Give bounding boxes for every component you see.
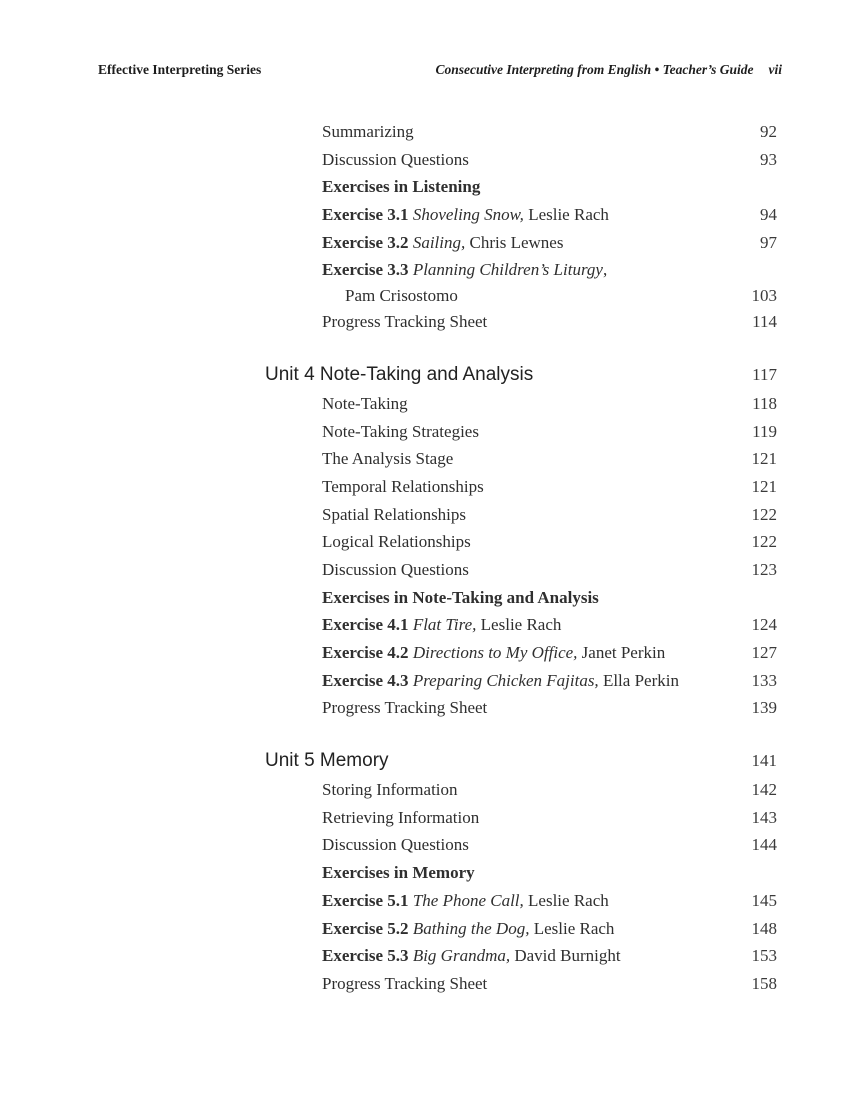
- toc-entry-text: Chris Lewnes: [465, 232, 564, 252]
- toc-entry-label: [265, 639, 752, 667]
- toc-entry-text: Temporal Relationships: [322, 476, 484, 496]
- toc-page-number: 144: [751, 835, 777, 855]
- toc-entry-text: Spatial Relationships: [322, 504, 467, 524]
- toc-entry-text: Preparing Chicken Fajitas,: [412, 670, 599, 690]
- toc-page-number: 121: [751, 449, 777, 469]
- toc-entry-label: [265, 360, 752, 390]
- toc-entry-text: Exercise 4.1: [322, 615, 413, 635]
- toc-row: [265, 667, 777, 695]
- toc-row: [265, 859, 777, 887]
- toc-entry-text: Exercises in Note-Taking and Analysis: [322, 587, 599, 607]
- toc-entry-text: Directions to My Office,: [412, 643, 578, 662]
- toc-page-number: 121: [751, 476, 777, 496]
- toc-entry-label: [265, 584, 777, 612]
- toc-entry-label: [265, 776, 752, 804]
- toc-row: [265, 639, 777, 667]
- toc-row: [265, 776, 777, 804]
- toc-entry-label: [265, 831, 752, 859]
- toc-entry-text: Storing Information: [322, 780, 458, 800]
- toc-entry-label: [265, 501, 752, 529]
- toc-page-number: 119: [752, 421, 777, 441]
- toc-entry-label: [265, 611, 752, 639]
- toc-page-number: 97: [760, 232, 777, 252]
- toc-row: [265, 201, 777, 229]
- toc-entry-text: Logical Relationships: [322, 532, 471, 552]
- toc-page-number: 142: [751, 780, 777, 800]
- toc-entry-text: Exercise 3.2: [322, 232, 413, 252]
- toc-entry-text: Sailing,: [412, 232, 466, 252]
- toc-entry-text: Note-Taking: [322, 393, 408, 413]
- toc-page-number: 92: [760, 122, 777, 141]
- toc-row: [265, 418, 777, 446]
- toc-page-number: 139: [751, 698, 777, 718]
- toc-row: [265, 528, 777, 556]
- toc-page-number: 93: [760, 149, 777, 169]
- page-folio: vii: [768, 62, 782, 77]
- toc-entry-label: [265, 284, 752, 308]
- toc-entry-text: Progress Tracking Sheet: [322, 698, 488, 718]
- toc-entry-text: Progress Tracking Sheet: [322, 312, 488, 332]
- toc-entry-text: Exercise 5.1: [322, 890, 413, 910]
- toc-entry-label: [265, 556, 752, 584]
- toc-entry-text: Exercise 4.2: [322, 643, 413, 662]
- toc-page-number: 123: [751, 559, 777, 579]
- toc-entry-text: Discussion Questions: [322, 149, 469, 169]
- toc-entry-label: [265, 746, 752, 776]
- toc-entry-text: Exercises in Memory: [322, 863, 475, 883]
- toc-entry-text: Leslie Rach: [523, 890, 609, 910]
- toc-row: [265, 942, 777, 970]
- toc-entry-text: ,: [602, 260, 608, 280]
- toc-page-number: 148: [751, 918, 777, 938]
- toc-entry-label: [265, 146, 760, 174]
- toc-unit-row: [265, 746, 777, 776]
- toc-entry-text: Exercise 5.2: [322, 918, 413, 938]
- toc-entry-text: Big Grandma,: [412, 946, 511, 966]
- toc-row: [265, 501, 777, 529]
- toc-entry-text: Summarizing: [322, 122, 414, 141]
- toc-page-number: 117: [752, 364, 777, 384]
- book-title: Consecutive Interpreting from English • Teacher’s Guide: [435, 62, 754, 77]
- toc-row: [265, 611, 777, 639]
- toc-entry-text: Exercise 4.3: [322, 670, 413, 690]
- toc-entry-label: [265, 173, 777, 201]
- toc-entry-text: Discussion Questions: [322, 559, 469, 579]
- toc-page-number: 143: [751, 807, 777, 827]
- toc-entry-text: Bathing the Dog,: [412, 918, 530, 938]
- toc-entry-label: [265, 229, 760, 257]
- toc-entry-text: David Burnight: [510, 946, 621, 966]
- toc-row: [265, 887, 777, 915]
- toc-entry-text: The Phone Call,: [412, 890, 524, 910]
- toc-page-number: 141: [751, 751, 777, 771]
- toc-row: [265, 473, 777, 501]
- toc-entry-text: Exercise 3.3: [322, 260, 413, 280]
- toc-entry-text: The Analysis Stage: [322, 449, 454, 469]
- toc-entry-text: Janet Perkin: [577, 643, 666, 662]
- running-header-right: [435, 62, 782, 78]
- toc-page-number: 122: [751, 504, 777, 524]
- table-of-contents: [265, 118, 777, 998]
- toc-page-number: 114: [752, 312, 777, 332]
- toc-row: [265, 390, 777, 418]
- toc-entry-text: Flat Tire,: [412, 615, 477, 635]
- toc-row: [265, 118, 777, 146]
- toc-entry-text: Unit 5 Memory: [265, 750, 389, 772]
- toc-page-number: 122: [751, 532, 777, 552]
- toc-entry-text: Planning Children’s Liturgy: [412, 260, 603, 280]
- toc-entry-label: [265, 390, 752, 418]
- toc-row: [265, 584, 777, 612]
- toc-entry-text: Progress Tracking Sheet: [322, 973, 488, 993]
- toc-entry-label: [265, 942, 752, 970]
- toc-row: [265, 284, 777, 308]
- toc-entry-text: Pam Crisostomo: [345, 286, 458, 306]
- toc-row: [265, 256, 777, 284]
- toc-row: [265, 308, 777, 336]
- toc-row: [265, 173, 777, 201]
- toc-entry-label: [265, 887, 752, 915]
- toc-row: [265, 970, 777, 998]
- toc-page-number: 145: [751, 890, 777, 910]
- toc-entry-text: Exercise 5.3: [322, 946, 413, 966]
- toc-row: [265, 445, 777, 473]
- toc-entry-label: [265, 970, 752, 998]
- series-title: Effective Interpreting Series: [98, 62, 262, 77]
- toc-entry-label: [265, 667, 752, 695]
- running-header: [98, 62, 782, 78]
- toc-page-number: 124: [751, 615, 777, 635]
- toc-page-number: 103: [751, 286, 777, 306]
- toc-entry-text: Retrieving Information: [322, 807, 480, 827]
- toc-entry-text: Leslie Rach: [529, 918, 615, 938]
- toc-entry-label: [265, 804, 752, 832]
- toc-entry-label: [265, 859, 777, 887]
- toc-entry-text: Leslie Rach: [476, 615, 562, 635]
- toc-row: [265, 804, 777, 832]
- toc-row: [265, 556, 777, 584]
- toc-entry-text: Note-Taking Strategies: [322, 421, 479, 441]
- toc-entry-label: [265, 473, 752, 501]
- toc-entry-label: [265, 694, 752, 722]
- toc-entry-text: Exercises in Listening: [322, 177, 481, 197]
- toc-page-number: 153: [751, 946, 777, 966]
- toc-row: [265, 831, 777, 859]
- toc-entry-text: Exercise 3.1: [322, 205, 413, 225]
- toc-entry-text: Ella Perkin: [598, 670, 679, 690]
- toc-entry-text: Unit 4 Note-Taking and Analysis: [265, 363, 534, 385]
- toc-row: [265, 229, 777, 257]
- toc-entry-label: [265, 915, 752, 943]
- toc-page-number: 127: [751, 643, 777, 662]
- toc-row: [265, 146, 777, 174]
- toc-entry-label: [265, 118, 760, 146]
- toc-entry-label: [265, 528, 752, 556]
- toc-page-number: 133: [751, 670, 777, 690]
- toc-entry-label: [265, 308, 752, 336]
- toc-entry-text: Shoveling Snow,: [412, 205, 524, 225]
- toc-entry-text: Discussion Questions: [322, 835, 469, 855]
- toc-entry-label: [265, 445, 752, 473]
- toc-unit-row: [265, 360, 777, 390]
- toc-entry-label: [265, 418, 752, 446]
- toc-entry-label: [265, 201, 760, 229]
- toc-page-number: 118: [752, 393, 777, 413]
- toc-entry-label: [265, 256, 777, 284]
- toc-entry-text: Leslie Rach: [523, 205, 609, 225]
- toc-row: [265, 915, 777, 943]
- toc-page-number: 94: [760, 205, 777, 225]
- toc-page-number: 158: [751, 973, 777, 993]
- toc-row: [265, 694, 777, 722]
